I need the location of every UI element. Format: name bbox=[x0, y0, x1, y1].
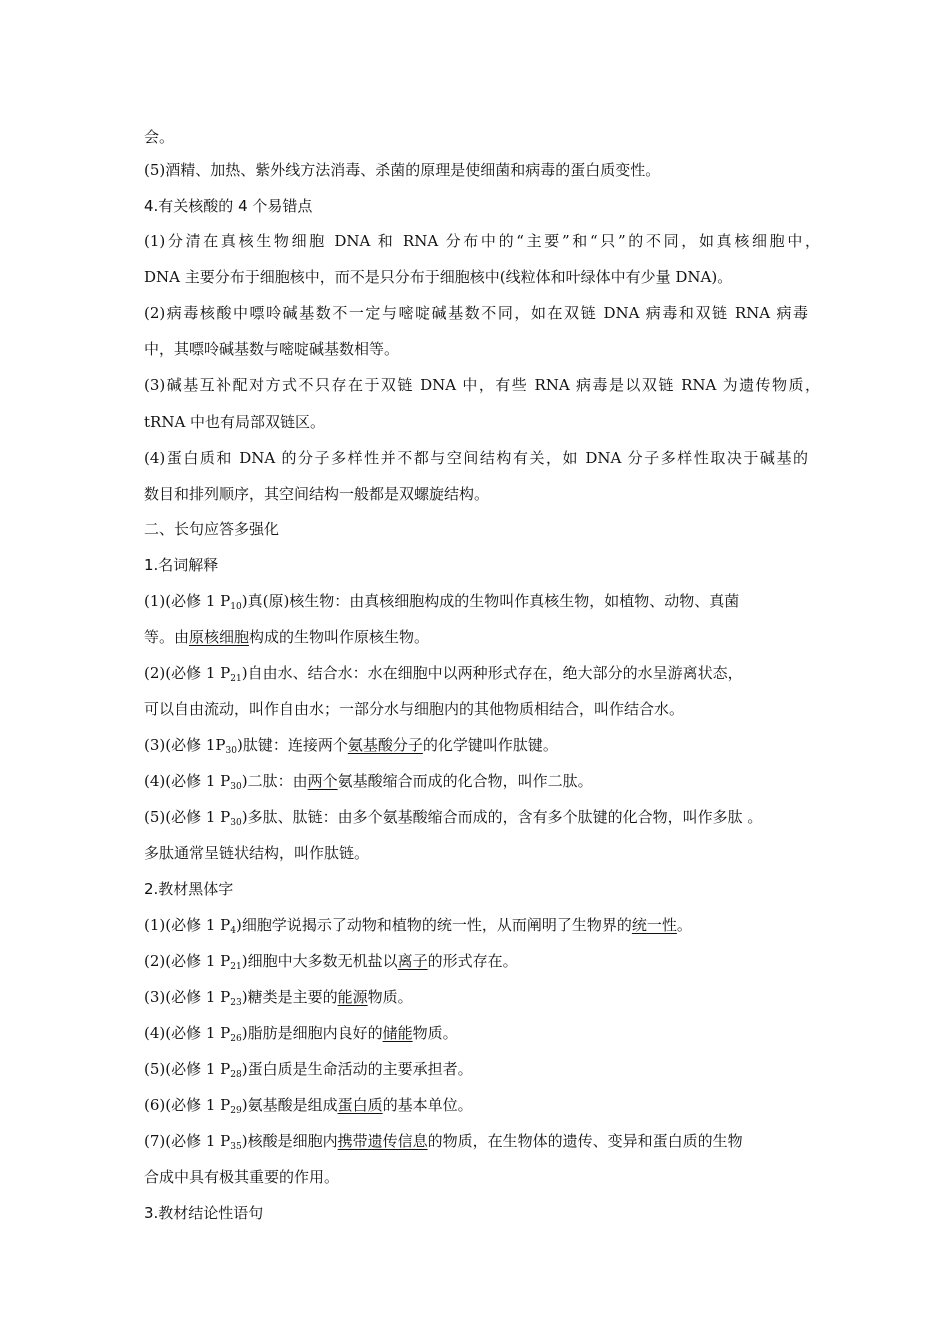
underlined-answer: 携带遗传信息 bbox=[337, 1132, 428, 1150]
underlined-answer: 统一性 bbox=[631, 916, 677, 934]
text-line: DNA 主要分布于细胞核中，而不是只分布于细胞核中(线粒体和叶绿体中有少量 DNA)。 bbox=[144, 268, 733, 286]
section-heading: 2.教材黑体字 bbox=[144, 880, 234, 898]
text-line: (1)(必修 1 $P_4$)细胞学说揭示了动物和植物的统一性，从而阐明了生物界的统一性。 bbox=[144, 916, 692, 936]
text-line: tRNA 中也有局部双链区。 bbox=[144, 413, 326, 431]
text-line: (4)(必修 1 $P_{30}$)二肽：由两个氨基酸缩合而成的化合物，叫作二肽。 bbox=[144, 772, 593, 792]
text-line: (5)(必修 1 $P_{28}$)蛋白质是生命活动的主要承担者。 bbox=[144, 1060, 473, 1080]
text-line: 会。 bbox=[144, 128, 175, 146]
text-line: (1)(必修 1 $P_{10}$)真(原)核生物：由真核细胞构成的生物叫作真核生物，如植物、动物、真菌 bbox=[144, 592, 740, 612]
underlined-answer: 蛋白质 bbox=[337, 1096, 383, 1114]
underlined-answer: 两个 bbox=[307, 772, 338, 790]
text-line: (1)分清在真核生物细胞 DNA 和 RNA 分布中的“主要”和“只”的不同，如真核细胞中， bbox=[144, 232, 820, 250]
text-line: (4)蛋白质和 DNA 的分子多样性并不都与空间结构有关，如 DNA 分子多样性取决于碱基的 bbox=[144, 449, 808, 467]
text-line: (2)病毒核酸中嘌呤碱基数不一定与嘧啶碱基数不同，如在双链 DNA 病毒和双链 RNA 病毒 bbox=[144, 304, 808, 322]
text-line: (3)(必修 $1P_{30}$)肽键：连接两个氨基酸分子的化学键叫作肽键。 bbox=[144, 736, 558, 756]
text-line: (6)(必修 1 $P_{29}$)氨基酸是组成蛋白质的基本单位。 bbox=[144, 1096, 473, 1116]
text-line: (5)酒精、加热、紫外线方法消毒、杀菌的原理是使细菌和病毒的蛋白质变性。 bbox=[144, 161, 661, 179]
text-line: 数目和排列顺序，其空间结构一般都是双螺旋结构。 bbox=[144, 485, 490, 503]
underlined-answer: 储能 bbox=[382, 1024, 413, 1042]
underlined-answer: 能源 bbox=[337, 988, 368, 1006]
underlined-answer: 原核细胞 bbox=[189, 628, 250, 646]
text-line: (7)(必修 1 $P_{35}$)核酸是细胞内携带遗传信息的物质，在生物体的遗传、变异和蛋白质的生物 bbox=[144, 1132, 743, 1152]
text-line: 多肽通常呈链状结构，叫作肽链。 bbox=[144, 844, 370, 862]
text-line: 合成中具有极其重要的作用。 bbox=[144, 1168, 340, 1186]
text-line: (2)(必修 1 $P_{21}$)细胞中大多数无机盐以离子的形式存在。 bbox=[144, 952, 518, 972]
text-line: 中，其嘌呤碱基数与嘧啶碱基数相等。 bbox=[144, 340, 400, 358]
text-line: (3)(必修 1 $P_{23}$)糖类是主要的能源物质。 bbox=[144, 988, 413, 1008]
text-line: (4)(必修 1 $P_{26}$)脂肪是细胞内良好的储能物质。 bbox=[144, 1024, 458, 1044]
section-heading: 3.教材结论性语句 bbox=[144, 1204, 264, 1222]
section-heading: 1.名词解释 bbox=[144, 556, 219, 574]
text-line: (3)碱基互补配对方式不只存在于双链 DNA 中，有些 RNA 病毒是以双链 RNA 为遗传物质， bbox=[144, 376, 820, 394]
underlined-answer: 氨基酸分子 bbox=[347, 736, 423, 754]
text-line: 等。由原核细胞构成的生物叫作原核生物。 bbox=[144, 628, 430, 646]
text-line: (2)(必修 1 $P_{21}$)自由水、结合水：水在细胞中以两种形式存在，绝大部分的水呈游离状态， bbox=[144, 664, 743, 684]
section-heading: 4.有关核酸的 4 个易错点 bbox=[144, 197, 313, 215]
text-line: (5)(必修 1 $P_{30}$)多肽、肽链：由多个氨基酸缩合而成的，含有多个肽键的化合物，叫作多肽 。 bbox=[144, 808, 763, 828]
part-heading: 二、长句应答多强化 bbox=[144, 520, 280, 538]
underlined-answer: 离子 bbox=[397, 952, 428, 970]
text-line: 可以自由流动，叫作自由水；一部分水与细胞内的其他物质相结合，叫作结合水。 bbox=[144, 700, 685, 718]
